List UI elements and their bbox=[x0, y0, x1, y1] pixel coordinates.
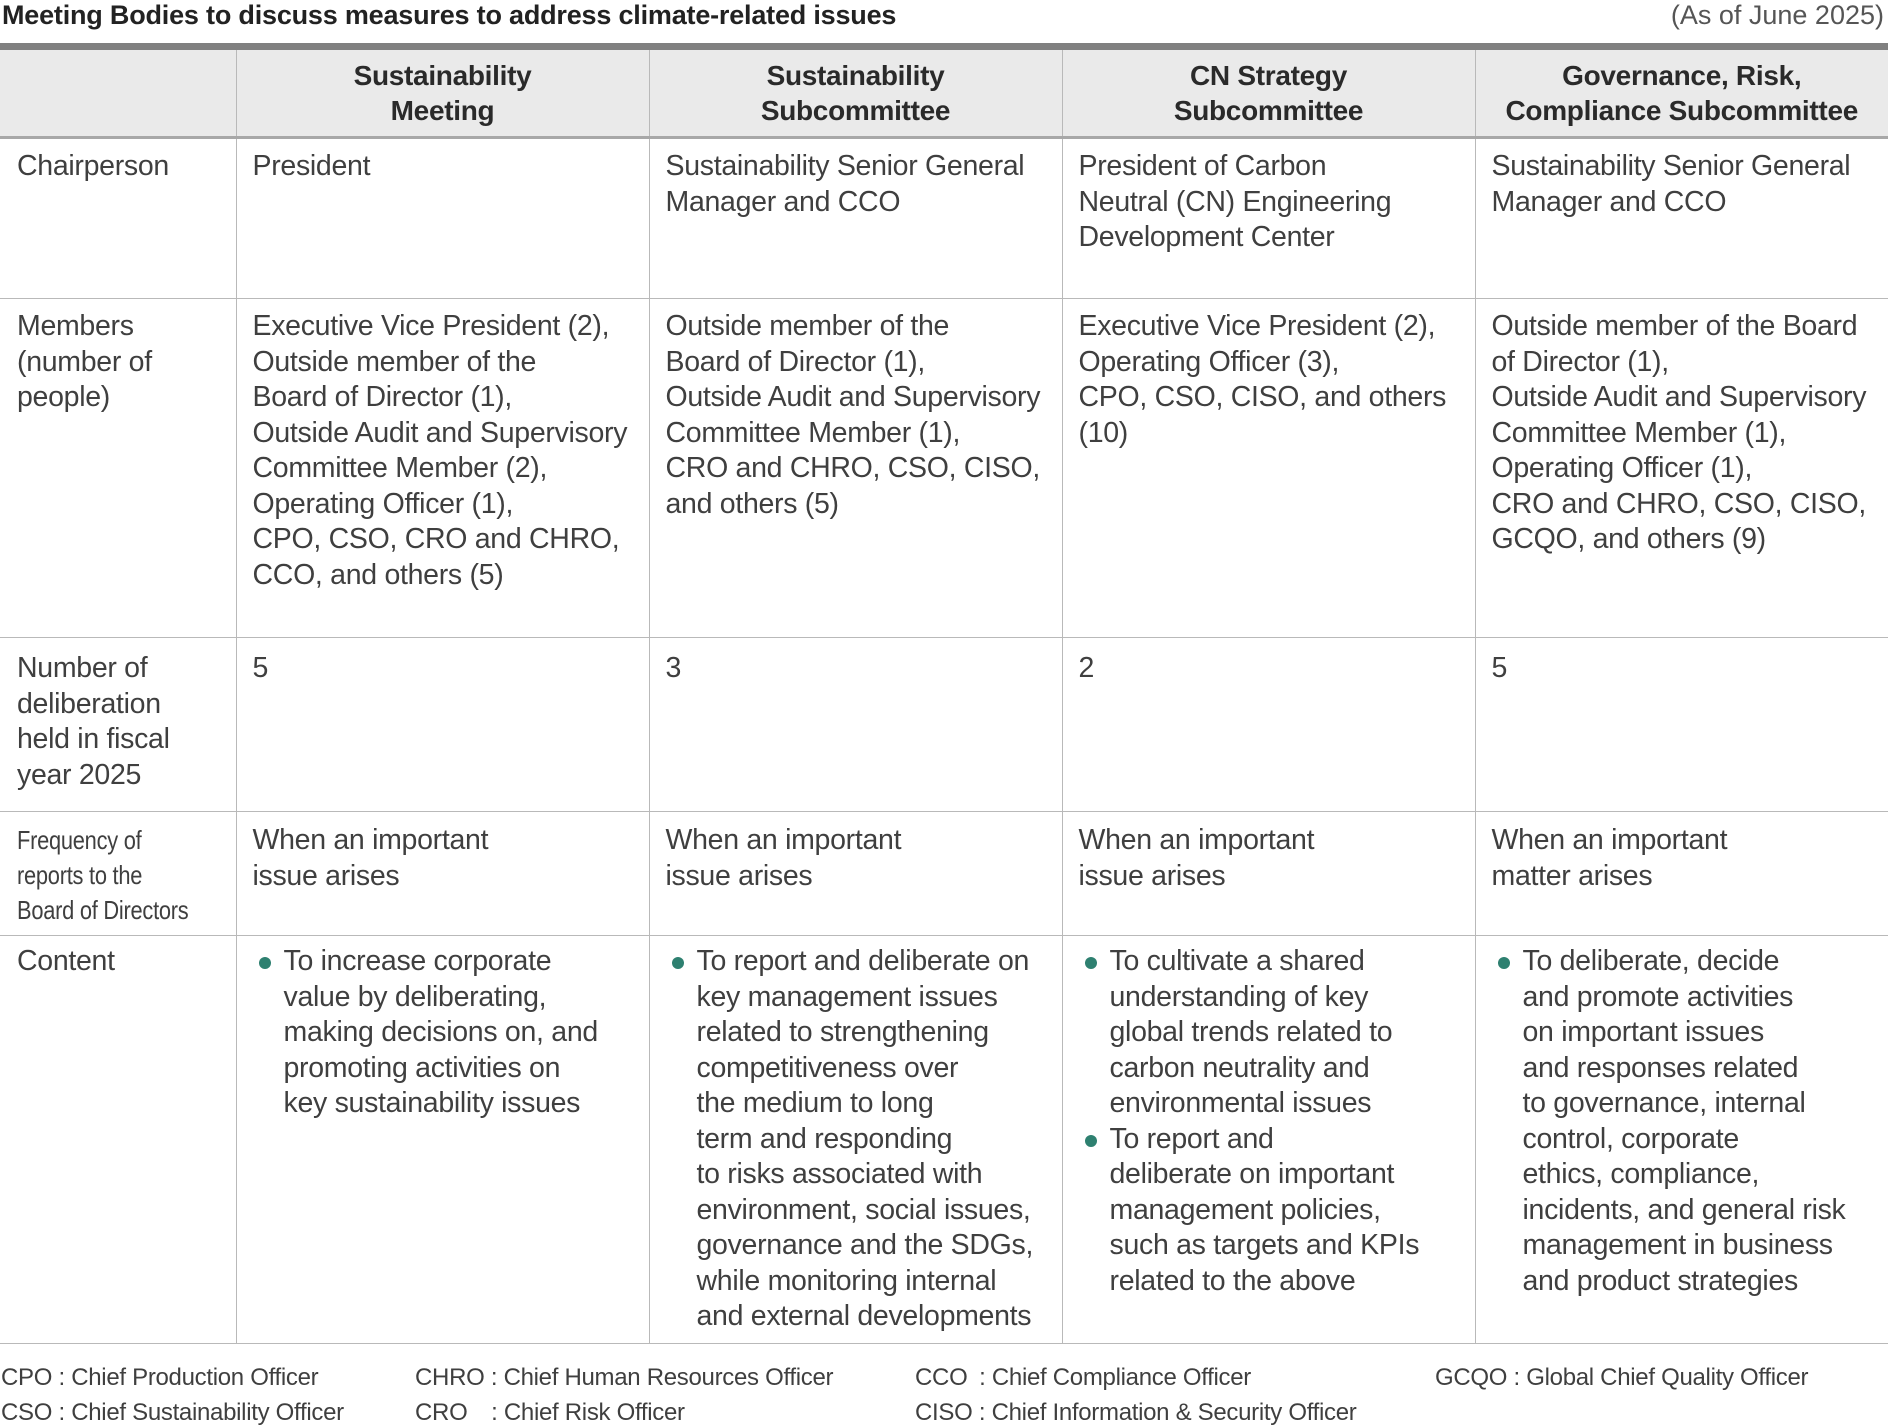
cell-chairperson-3: President of Carbon Neutral (CN) Engineering Development Center bbox=[1062, 138, 1475, 299]
content-bullet: To increase corporate value by deliberating, making decisions on, and promoting activities on key sustainability issues bbox=[253, 944, 637, 1122]
cell-deliberations-2: 3 bbox=[649, 638, 1062, 812]
row-label-frequency: Frequency of reports to the Board of Directors bbox=[0, 812, 236, 936]
cell-chairperson-1: President bbox=[236, 138, 649, 299]
content-bullet: To cultivate a shared understanding of key global trends related to carbon neutrality and environmental issues bbox=[1079, 944, 1463, 1122]
col-header-sustainability-subcommittee: Sustainability Subcommittee bbox=[649, 50, 1062, 138]
content-bullet: To report and deliberate on important management policies, such as targets and KPIs related to the above bbox=[1079, 1122, 1463, 1300]
row-label-chairperson: Chairperson bbox=[0, 138, 236, 299]
row-label-members: Members (number of people) bbox=[0, 299, 236, 638]
header-row bbox=[0, 50, 1888, 138]
col-header-cn-strategy-subcommittee: CN Strategy Subcommittee bbox=[1062, 50, 1475, 138]
footnote-cpo: CPO : Chief Production Officer bbox=[1, 1364, 319, 1391]
row-content bbox=[0, 936, 1888, 1344]
cell-deliberations-1: 5 bbox=[236, 638, 649, 812]
cell-members-2: Outside member of the Board of Director (1), Outside Audit and Supervisory Committee Member (1), CRO and CHRO, CSO, CISO, and others (5) bbox=[649, 299, 1062, 638]
row-members bbox=[0, 299, 1888, 638]
cell-content-3 bbox=[1062, 936, 1475, 1344]
row-label-deliberations: Number of deliberation held in fiscal year 2025 bbox=[0, 638, 236, 812]
footnote-cco: CCO : Chief Compliance Officer bbox=[915, 1364, 1252, 1391]
cell-content-4 bbox=[1475, 936, 1888, 1344]
content-bullet: To report and deliberate on key management issues related to strengthening competitiveness over the medium to long term and responding to risks associated with environment, social issues, governance and the SDGs, while monitoring internal and external developments bbox=[666, 944, 1050, 1335]
row-chairperson bbox=[0, 138, 1888, 299]
row-frequency bbox=[0, 812, 1888, 936]
header-corner bbox=[0, 50, 236, 138]
footnote-cro: CRO : Chief Risk Officer bbox=[415, 1399, 685, 1426]
cell-members-1: Executive Vice President (2), Outside member of the Board of Director (1), Outside Audit and Supervisory Committee Member (2), Operating Officer (1), CPO, CSO, CRO and CHRO, CCO, and others (5) bbox=[236, 299, 649, 638]
content-bullet: To deliberate, decide and promote activities on important issues and responses related to governance, internal control, corporate ethics, compliance, incidents, and general risk management in business and product strategies bbox=[1492, 944, 1877, 1299]
cell-deliberations-4: 5 bbox=[1475, 638, 1888, 812]
footnotes bbox=[0, 1359, 1888, 1427]
cell-deliberations-3: 2 bbox=[1062, 638, 1475, 812]
cell-chairperson-4: Sustainability Senior General Manager and CCO bbox=[1475, 138, 1888, 299]
cell-frequency-4: When an important matter arises bbox=[1475, 812, 1888, 936]
cell-frequency-2: When an important issue arises bbox=[649, 812, 1062, 936]
row-label-content: Content bbox=[0, 936, 236, 1344]
page-title: Meeting Bodies to discuss measures to address climate-related issues bbox=[2, 0, 897, 30]
cell-members-4: Outside member of the Board of Director (1), Outside Audit and Supervisory Committee Member (1), Operating Officer (1), CRO and CHRO, CSO, CISO, GCQO, and others (9) bbox=[1475, 299, 1888, 638]
footnote-chro: CHRO : Chief Human Resources Officer bbox=[415, 1364, 834, 1391]
cell-chairperson-2: Sustainability Senior General Manager and CCO bbox=[649, 138, 1062, 299]
meeting-bodies-table bbox=[0, 50, 1888, 1344]
cell-members-3: Executive Vice President (2), Operating Officer (3), CPO, CSO, CISO, and others (10) bbox=[1062, 299, 1475, 638]
footnote-ciso: CISO : Chief Information & Security Officer bbox=[915, 1399, 1357, 1426]
col-header-sustainability-meeting: Sustainability Meeting bbox=[236, 50, 649, 138]
cell-frequency-1: When an important issue arises bbox=[236, 812, 649, 936]
as-of-date: (As of June 2025) bbox=[1670, 0, 1884, 30]
col-header-grc-subcommittee: Governance, Risk, Compliance Subcommittee bbox=[1475, 50, 1888, 138]
footnote-cso: CSO : Chief Sustainability Officer bbox=[1, 1399, 344, 1426]
top-rule bbox=[0, 43, 1888, 50]
cell-frequency-3: When an important issue arises bbox=[1062, 812, 1475, 936]
row-deliberations bbox=[0, 638, 1888, 812]
footnote-gcqo: GCQO : Global Chief Quality Officer bbox=[1435, 1364, 1809, 1391]
cell-content-2 bbox=[649, 936, 1062, 1344]
title-row bbox=[0, 0, 1888, 40]
cell-content-1 bbox=[236, 936, 649, 1344]
